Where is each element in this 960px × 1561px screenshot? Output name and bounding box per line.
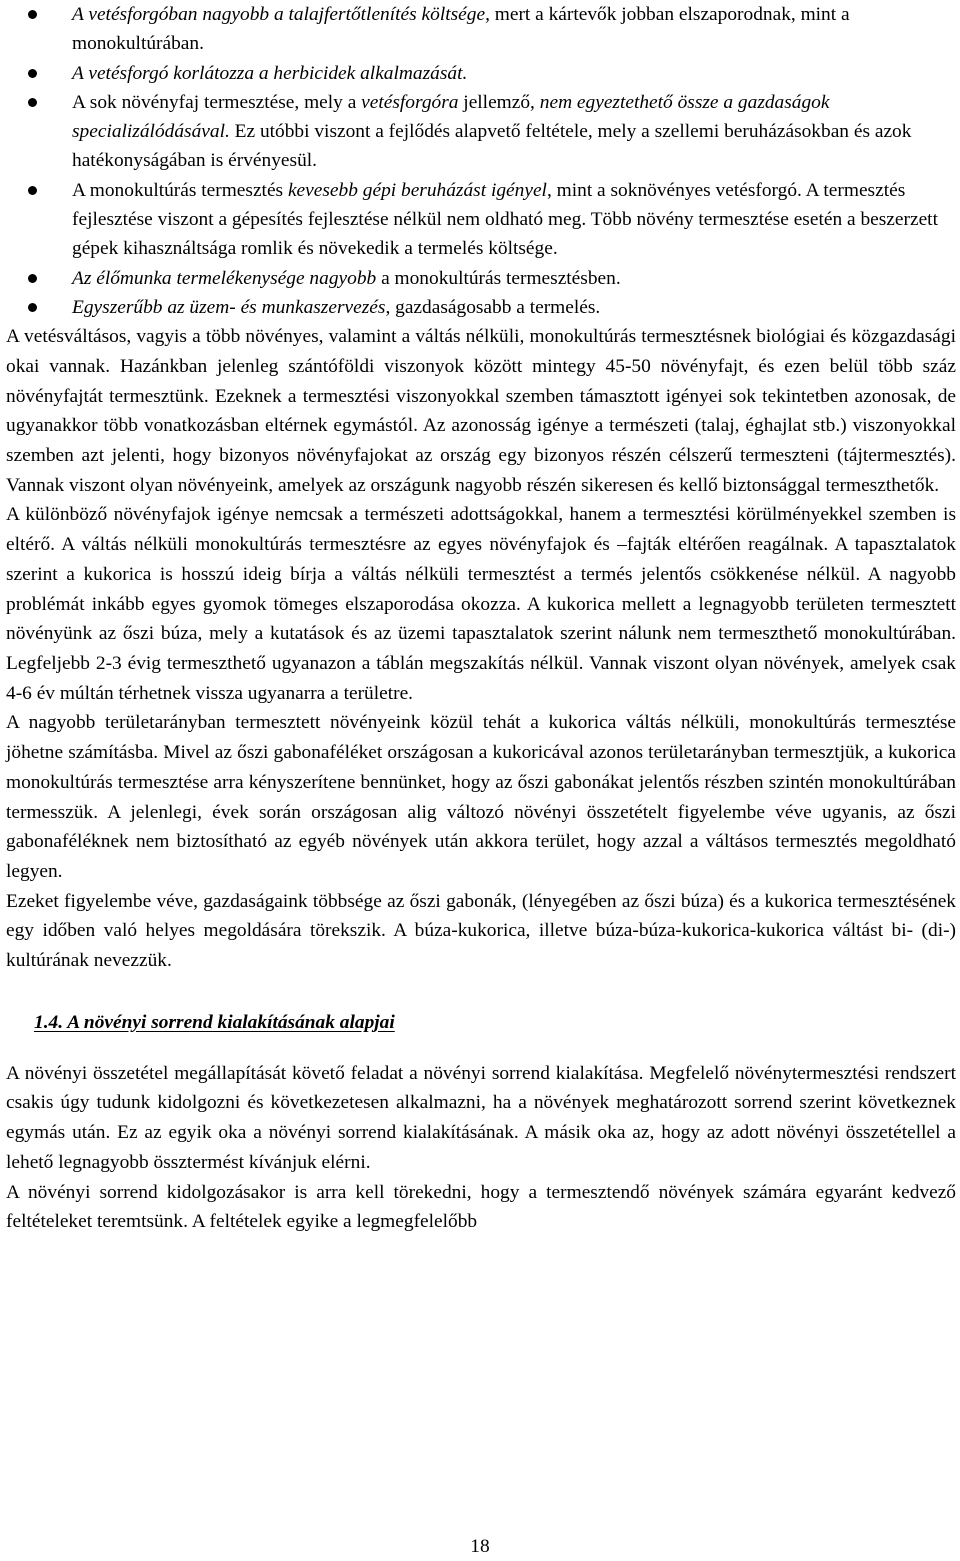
paragraph: A vetésváltásos, vagyis a több növényes, valamint a váltás nélküli, monokultúrás termesztésnek biológiai és közgazdasági okai vannak. Hazánkban jelenleg szántóföldi viszonyok között mintegy 45-50 növényfajt, és ezen belül több száz növényfajtát termesztünk. Ezeknek a termesztési viszonyokkal szemben támasztott igényei sok tekintetben azonosak, de ugyanakkor több vonatkozásban eltérnek egymástól. Az azonosság igénye a természeti (talaj, éghajlat stb.) viszonyokkal szemben azt jelenti, hogy bizonyos növényfajokat az ország egy bizonyos részén célszerű termeszteni (tájtermesztés). Vannak viszont olyan növényeink, amelyek az országunk nagyobb részén sikeresen és kellő biztonsággal termeszthetők. bbox=[6, 326, 956, 496]
italic-run: Egyszerűbb az üzem- és munkaszervezés bbox=[72, 296, 386, 318]
paragraph: Ezeket figyelembe véve, gazdaságaink többsége az őszi gabonák, (lényegében az őszi búza) és a kukorica termesztésének egy időben való helyes megoldására törekszik. A búza-kukorica, illetve búza-búza-kukorica-kukorica váltást bi- (di-) kultúrának nevezzük. bbox=[6, 890, 956, 972]
paragraph: A különböző növényfajok igénye nemcsak a természeti adottságokkal, hanem a termesztési körülményekkel szemben is eltérő. A váltás nélküli monokultúrás termesztésre az egyes növényfajok és –fajták eltérően reagálnak. A tapasztalatok szerint a kukorica is hosszú ideig bírja a váltás nélküli termesztést a termés jelentős csökkenése nélkül. A nagyobb problémát inkább egyes gyomok tömeges elszaporodása okozza. A kukorica mellett a legnagyobb területen termesztett növényünk az őszi búza, mely a kutatások és az üzemi tapasztalatok szerint nálunk nem termeszthető monokultúrában. Legfeljebb 2-3 évig termeszthető ugyanazon a táblán megszakítás nélkül. Vannak viszont olyan növények, amelyek csak 4-6 év múltán térhetnek vissza ugyanarra a területre. bbox=[6, 504, 956, 704]
paragraph: A nagyobb területarányban termesztett növényeink közül tehát a kukorica váltás nélküli, monokultúrás termesztése jöhetne számításba. Mivel az őszi gabonaféléket országosan a kukoricával azonos területarányban termesztjük, a kukorica monokultúrás termesztése arra kényszerítene bennünket, hogy az őszi gabonákat jelentős részben szintén monokultúrában termesszük. A jelenlegi, évek során országosan alig változó növényi összetételt figyelembe véve ugyanis, az őszi gabonaféléknek nem biztosítható az egyéb növények után akkora terület, hogy azzal a váltásos termesztés megoldható legyen. bbox=[6, 712, 956, 882]
bullet-icon bbox=[28, 98, 37, 107]
italic-run: nem egyeztethető össze a gazdaságok specializálódásával. bbox=[72, 91, 830, 143]
body-paragraphs bbox=[6, 322, 956, 975]
bullet-item bbox=[6, 176, 956, 264]
bullet-item bbox=[6, 88, 956, 176]
text-run: Ez utóbbi viszont a fejlődés alapvető feltétele, mely a szellemi beruházásokban és azok hatékonyságában is érvényesül. bbox=[72, 121, 912, 172]
text-run: jellemző, bbox=[458, 91, 540, 113]
bullet-icon bbox=[28, 69, 37, 78]
italic-run: Az élőmunka termelékenysége nagyobb bbox=[72, 267, 377, 289]
body-paragraphs-section bbox=[6, 1059, 956, 1237]
bullet-icon bbox=[28, 10, 37, 19]
section-heading: 1.4. A növényi sorrend kialakításának alapjai bbox=[34, 1011, 395, 1033]
bullet-item bbox=[6, 59, 956, 88]
text-run: A sok növényfaj termesztése, mely a bbox=[72, 91, 362, 113]
bullet-icon bbox=[28, 303, 37, 312]
paragraph: A növényi összetétel megállapítását követő feladat a növényi sorrend kialakítása. Megfelelő növénytermesztési rendszert csakis úgy tudunk kidolgozni és következetesen alkalmazni, ha a növények meghatározott sorrend szerint következnek egymás után. Ez az egyik oka a növényi sorrend kialakításának. A másik oka az, hogy az adott növényi összetétellel a lehető legnagyobb össztermést kívánjuk elérni. bbox=[6, 1062, 956, 1173]
page-number: 18 bbox=[470, 1536, 490, 1557]
text-run: , mint a soknövényes vetésforgó. A termesztés fejlesztése viszont a gépesítés fejlesztése nélkül nem oldható meg. Több növény termesztése esetén a beszerzett gépek kihasználtsága romlik és növekedik a termelés költsége. bbox=[72, 179, 938, 260]
italic-run: kevesebb gépi beruházást igényel bbox=[287, 179, 547, 201]
italic-run: A vetésforgó korlátozza a herbicidek alkalmazását. bbox=[72, 62, 468, 84]
document-page bbox=[6, 0, 956, 1237]
text-run: , gazdaságosabb a termelés. bbox=[385, 296, 601, 318]
italic-run: vetésforgóra bbox=[361, 91, 459, 113]
bullet-item bbox=[6, 264, 956, 293]
bullet-list bbox=[6, 0, 956, 322]
bullet-icon bbox=[28, 186, 37, 195]
italic-run: A vetésforgóban nagyobb a talajfertőtlenítés költsége bbox=[72, 4, 486, 25]
bullet-item bbox=[6, 0, 956, 59]
text-run: a monokultúrás termesztésben. bbox=[376, 267, 621, 289]
bullet-item bbox=[6, 293, 956, 322]
text-run: A monokultúrás termesztés bbox=[72, 179, 288, 201]
text-run: , mert a kártevők jobban elszaporodnak, mint a monokultúrában. bbox=[72, 4, 850, 55]
bullet-icon bbox=[28, 274, 37, 283]
paragraph: A növényi sorrend kidolgozásakor is arra kell törekedni, hogy a termesztendő növények számára egyaránt kedvező feltételeket teremtsünk. A feltételek egyike a legmegfelelőbb bbox=[6, 1181, 956, 1233]
